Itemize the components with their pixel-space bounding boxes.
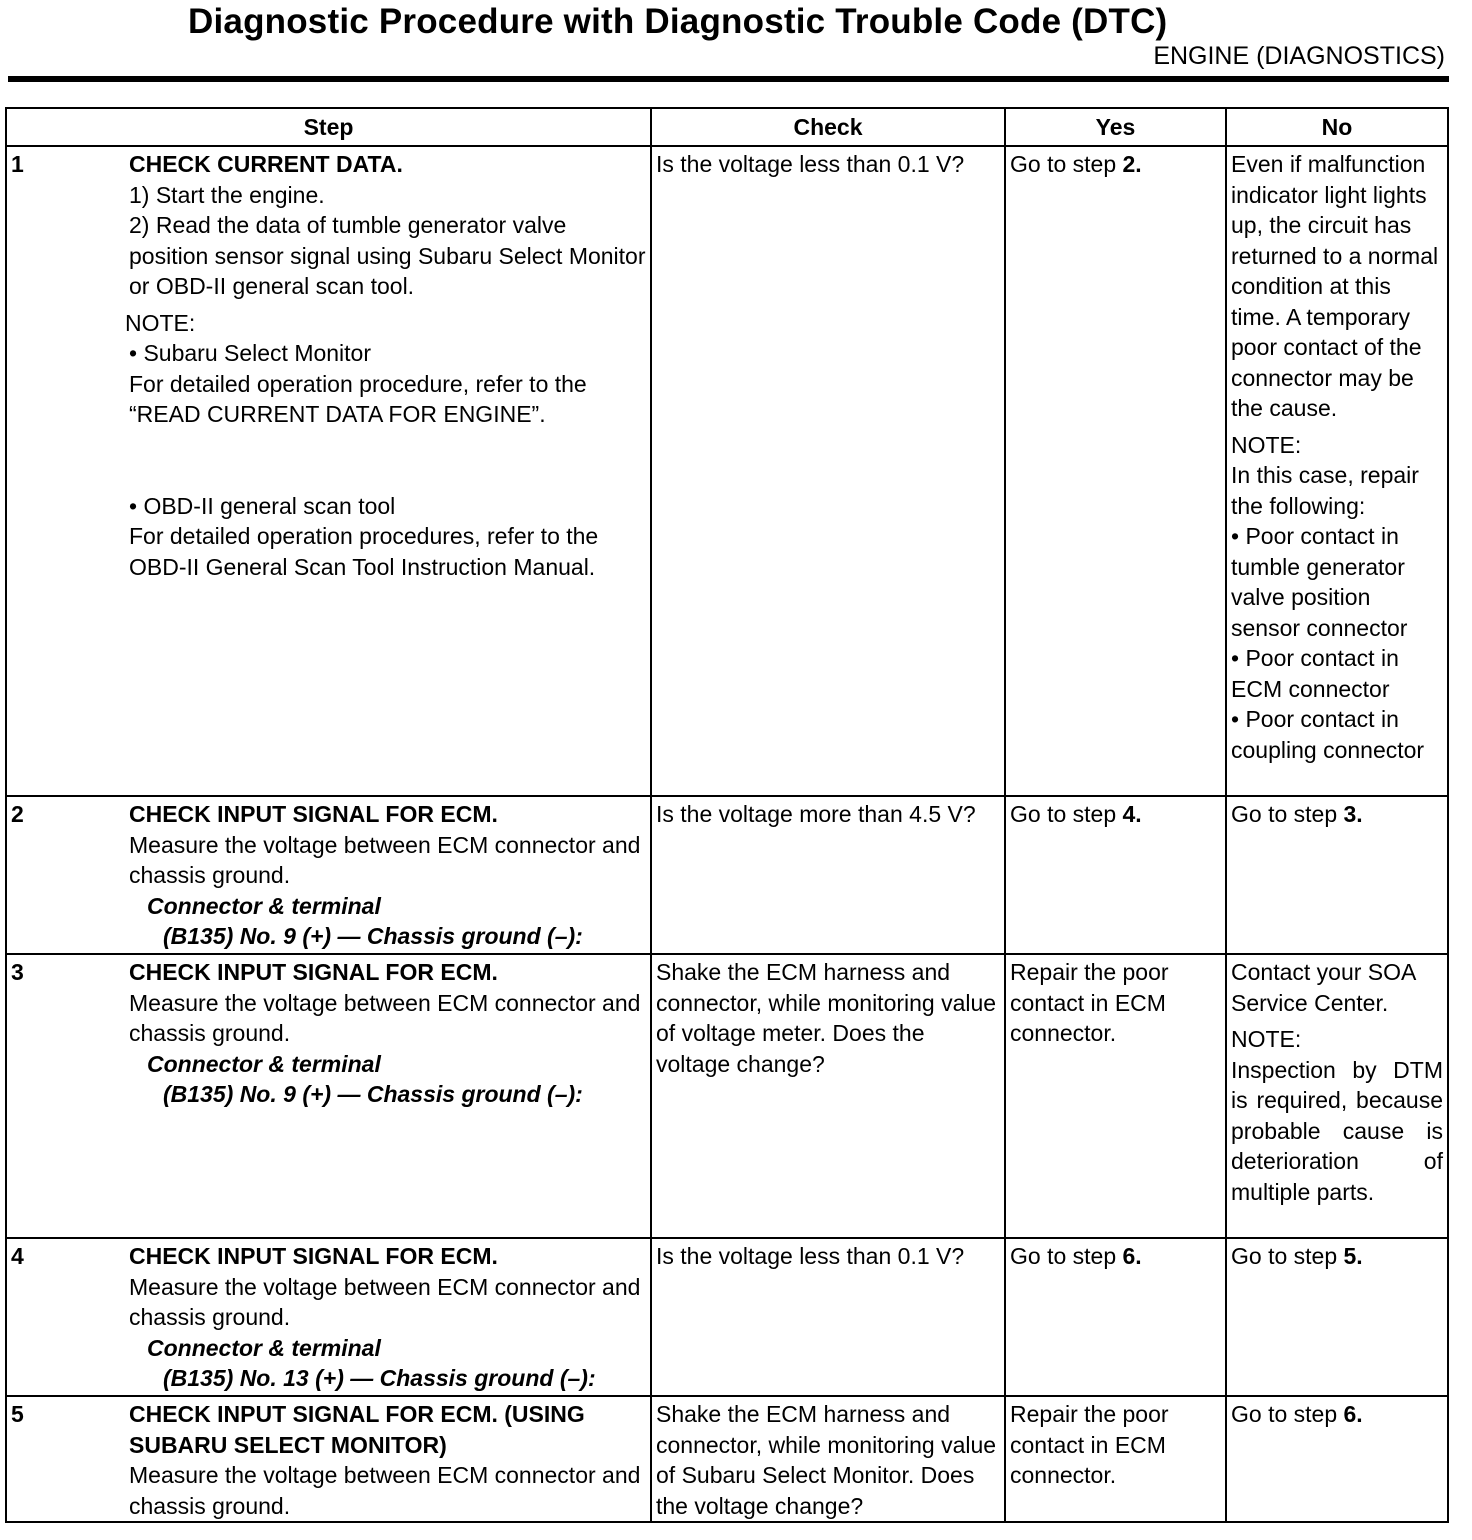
step-instruction: Measure the voltage between ECM connector and chassis ground. [129,1273,641,1330]
no-cell [1226,1238,1448,1396]
yes-text: Go to step 4. [1010,801,1142,827]
check-cell [651,954,1005,1238]
step-cell [6,146,651,796]
step-heading: CHECK INPUT SIGNAL FOR ECM. [129,959,498,985]
yes-cell [1005,1396,1226,1522]
note-text: In this case, repair the following: [1231,462,1419,519]
yes-cell [1005,796,1226,954]
step-instruction: Measure the voltage between ECM connector and chassis ground. [129,1462,641,1519]
table-row [6,146,1448,796]
no-cell [1226,796,1448,954]
column-header-check: Check [651,108,1005,146]
note-label: NOTE: [1231,1026,1302,1052]
no-text: Even if malfunction indicator light lights up, the circuit has returned to a normal condition at this time. A temporary poor contact of the connector may be the cause. [1231,151,1439,421]
step-number: 2 [11,801,24,827]
table-row [6,796,1448,954]
check-text: Is the voltage less than 0.1 V? [656,151,965,177]
step-cell [6,954,651,1238]
step-number: 1 [11,151,24,177]
step-cell [6,1396,651,1522]
step-reference: 3. [1343,801,1363,827]
step-instruction: 2) Read the data of tumble generator valve position sensor signal using Subaru Select Monitor or OBD-II general scan tool. [129,212,646,299]
yes-text: Repair the poor contact in ECM connector. [1010,959,1169,1046]
no-cell [1226,1396,1448,1522]
step-reference: 4. [1122,801,1142,827]
section-label: ENGINE (DIAGNOSTICS) [1153,42,1445,70]
yes-text: Go to step 6. [1010,1243,1142,1269]
table-row [6,1396,1448,1522]
page-title: Diagnostic Procedure with Diagnostic Trouble Code (DTC) [188,2,1168,41]
table-row [6,954,1448,1238]
check-cell [651,146,1005,796]
step-cell [6,1238,651,1396]
column-header-no: No [1226,108,1448,146]
no-cell [1226,954,1448,1238]
yes-text: Repair the poor contact in ECM connector. [1010,1401,1169,1488]
step-number: 3 [11,959,24,985]
step-heading: CHECK INPUT SIGNAL FOR ECM. [129,801,498,827]
note-label: NOTE: [1231,431,1302,458]
check-text: Shake the ECM harness and connector, while monitoring value of voltage meter. Does the voltage change? [656,959,997,1077]
no-text: Go to step 6. [1231,1401,1363,1427]
check-text: Shake the ECM harness and connector, while monitoring value of Subaru Select Monitor. Does the voltage change? [656,1401,997,1519]
header-rule [8,76,1449,82]
step-cell [6,796,651,954]
step-instruction: 1) Start the engine. [129,181,325,208]
yes-text: Go to step 2. [1010,151,1142,177]
note-item: • Subaru Select Monitor [129,340,372,366]
connector-label: Connector & terminal [147,1050,381,1077]
note-item: • Poor contact in tumble generator valve position sensor connector [1231,523,1408,641]
step-number: 4 [11,1243,24,1269]
step-heading: CHECK INPUT SIGNAL FOR ECM. [129,1243,498,1269]
note-text: Inspection by DTM is required, because probable cause is deterioration of multiple parts. [1231,1056,1443,1205]
note-item: • OBD-II general scan tool [129,492,396,519]
note-item: • Poor contact in ECM connector [1231,645,1399,702]
step-reference: 6. [1343,1401,1363,1427]
note-item: • Poor contact in coupling connector [1231,706,1425,763]
check-text: Is the voltage more than 4.5 V? [656,801,976,827]
connector-label: Connector & terminal [147,892,381,919]
check-cell [651,1238,1005,1396]
check-text: Is the voltage less than 0.1 V? [656,1243,965,1269]
connector-spec: (B135) No. 9 (+) — Chassis ground (–): [163,1081,583,1107]
no-text: Go to step 5. [1231,1243,1363,1269]
step-reference: 2. [1122,151,1142,177]
yes-cell [1005,954,1226,1238]
note-item: For detailed operation procedures, refer to the OBD-II General Scan Tool Instruction Manual. [129,523,599,580]
step-reference: 6. [1122,1243,1142,1269]
table-header-row [6,108,1448,146]
no-text: Contact your SOA Service Center. [1231,959,1416,1016]
step-instruction: Measure the voltage between ECM connector and chassis ground. [129,831,641,888]
note-item: For detailed operation procedure, refer to the “READ CURRENT DATA FOR ENGINE”. [129,370,587,427]
column-header-yes: Yes [1005,108,1226,146]
step-heading: CHECK CURRENT DATA. [129,151,403,177]
step-heading: CHECK INPUT SIGNAL FOR ECM. (USING SUBARU SELECT MONITOR) [129,1401,585,1458]
no-cell [1226,146,1448,796]
connector-label: Connector & terminal [147,1334,381,1361]
column-header-step: Step [6,108,651,146]
connector-spec: (B135) No. 9 (+) — Chassis ground (–): [163,923,583,949]
no-text: Go to step 3. [1231,801,1363,827]
procedure-table [5,107,1449,1523]
check-cell [651,1396,1005,1522]
yes-cell [1005,146,1226,796]
table-row [6,1238,1448,1396]
step-number: 5 [11,1401,24,1427]
check-cell [651,796,1005,954]
connector-spec: (B135) No. 13 (+) — Chassis ground (–): [163,1365,596,1391]
note-label: NOTE: [125,309,196,336]
yes-cell [1005,1238,1226,1396]
step-reference: 5. [1343,1243,1363,1269]
step-instruction: Measure the voltage between ECM connector and chassis ground. [129,989,641,1046]
